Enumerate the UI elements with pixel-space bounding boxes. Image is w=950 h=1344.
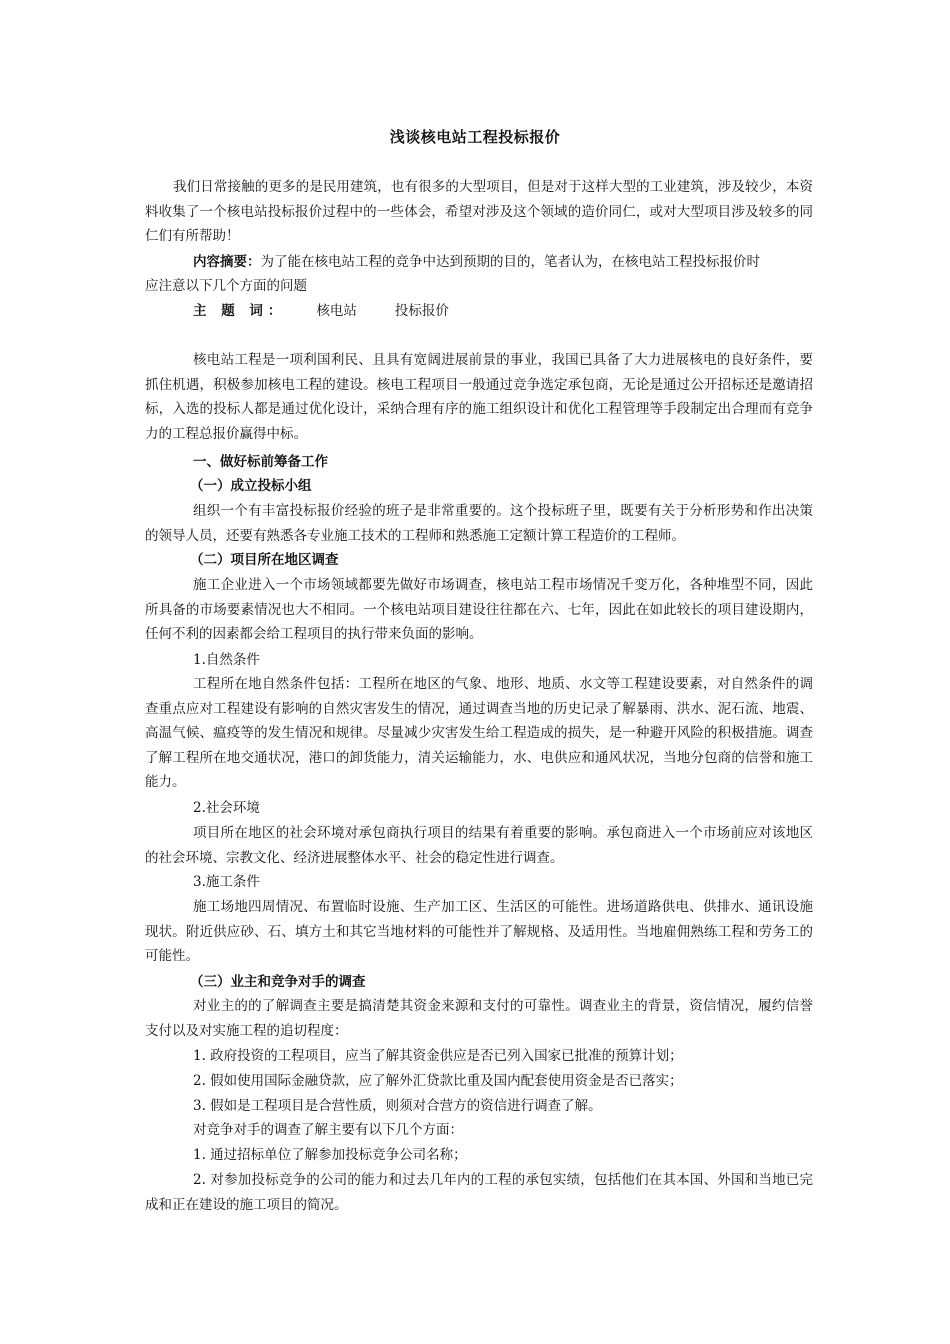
body-paragraph-6-block [145, 895, 813, 969]
intro-block [145, 175, 813, 249]
body-paragraph-7: 对业主的的了解调查主要是搞清楚其资金来源和支付的可靠性。调查业主的背景，资信情况，履约信誉支付以及对实施工程的追切程度： [145, 998, 813, 1039]
body-paragraph-4-block [145, 672, 813, 795]
list-item-owner-1: 1. 政府投资的工程项目，应当了解其资金供应是否已列入国家已批准的预算计划； [193, 1048, 683, 1064]
subsection-heading-3: （三）业主和竞争对手的调查 [190, 974, 366, 990]
abstract-label: 内容摘要： [193, 254, 261, 270]
abstract-line-1 [145, 250, 813, 275]
list-item-owner-3: 3. 假如是工程项目是合营性质，则须对合营方的资信进行调查了解。 [193, 1098, 602, 1114]
intro-paragraph: 我们日常接触的更多的是民用建筑，也有很多的大型项目，但是对于这样大型的工业建筑，涉及较少，本资料收集了一个核电站投标报价过程中的一些体会，希望对涉及这个领域的造价同仁，或对大型项目涉及较多的同仁们有所帮助！ [145, 179, 813, 244]
competitor-intro: 对竞争对手的调查了解主要有以下几个方面： [193, 1122, 463, 1138]
body-paragraph-5: 项目所在地区的社会环境对承包商执行项目的结果有着重要的影响。承包商进入一个市场前应对该地区的社会环境、宗教文化、经济进展整体水平、社会的稳定性进行调查。 [145, 825, 813, 866]
document-title: 浅谈核电站工程投标报价 [389, 128, 561, 146]
list-item-competitor-1: 1. 通过招标单位了解参加投标竞争公司名称； [193, 1147, 467, 1163]
list-item-owner-2: 2. 假如使用国际金融贷款，应了解外汇贷款比重及国内配套使用资金是否已落实； [193, 1073, 683, 1089]
body-paragraph-3: 施工企业进入一个市场领域都要先做好市场调查，核电站工程市场情况千变万化，各种堆型不同，因此所具备的市场要素情况也大不相同。一个核电站项目建设往往都在六、七年，因此在如此较长的项目建设期内，任何不利的因素都会给工程项目的执行带来负面的影响。 [145, 577, 813, 642]
keywords-line [145, 299, 813, 324]
subsection-heading-2: （二）项目所在地区调查 [190, 552, 339, 568]
keywords-label: 主 题 词： [193, 303, 287, 319]
body-paragraph-6: 施工场地四周情况、布置临时设施、生产加工区、生活区的可能性。进场道路供电、供排水、通讯设施现状。附近供应砂、石、填方土和其它当地材料的可能性并了解规格、及适用性。当地雇佣熟练工程和劳务工的可能性。 [145, 899, 813, 964]
subheading-natural-conditions: 1.自然条件 [193, 652, 260, 668]
abstract-text-2: 应注意以下几个方面的问题 [145, 278, 307, 294]
list-item-competitor-2: 2. 对参加投标竞争的公司的能力和过去几年内的工程的承包实绩，包括他们在其本国、外国和当地已完成和正在建设的施工项目的简况。 [145, 1172, 813, 1213]
subheading-social-environment: 2.社会环境 [193, 800, 260, 816]
body-paragraph-7-block [145, 994, 813, 1043]
body-paragraph-1: 核电站工程是一项利国利民、且具有宽阔进展前景的事业，我国已具备了大力进展核电的良好条件，要抓住机遇，积极参加核电工程的建设。核电工程项目一般通过竞争选定承包商，无论是通过公开招标还是邀请招标，入选的投标人都是通过优化设计，采纳合理有序的施工组织设计和优化工程管理等手段制定出合理而有竞争力的工程总报价赢得中标。 [145, 352, 813, 442]
keyword-1: 核电站 [316, 303, 357, 319]
list-item-competitor-2-block [145, 1168, 813, 1217]
subsection-heading-1: （一）成立投标小组 [190, 478, 312, 494]
body-paragraph-3-block [145, 573, 813, 647]
body-paragraph-2: 组织一个有丰富投标报价经验的班子是非常重要的。这个投标班子里，既要有关于分析形势和作出决策的领导人员，还要有熟悉各专业施工技术的工程师和熟悉施工定额计算工程造价的工程师。 [145, 503, 813, 544]
section-heading-1: 一、做好标前筹备工作 [193, 454, 328, 470]
body-paragraph-4: 工程所在地自然条件包括：工程所在地区的气象、地形、地质、水文等工程建设要素，对自然条件的调查重点应对工程建设有影响的自然灾害发生的情况，通过调查当地的历史记录了解暴雨、洪水、泥石流、地震、高温气候、瘟疫等的发生情况和规律。尽量减少灾害发生给工程造成的损失，是一种避开风险的积极措施。调查了解工程所在地交通状况，港口的卸货能力，清关运输能力，水、电供应和通风状况，当地分包商的信誉和施工能力。 [145, 676, 813, 790]
keyword-2: 投标报价 [394, 303, 449, 319]
abstract-text-1: 为了能在核电站工程的竞争中达到预期的目的，笔者认为，在核电站工程投标报价时 [260, 254, 760, 270]
abstract-line-2 [145, 274, 813, 299]
body-paragraph-2-block [145, 499, 813, 548]
subheading-construction-conditions: 3.施工条件 [193, 874, 260, 890]
body-paragraph-1-block [145, 348, 813, 446]
body-paragraph-5-block [145, 821, 813, 870]
